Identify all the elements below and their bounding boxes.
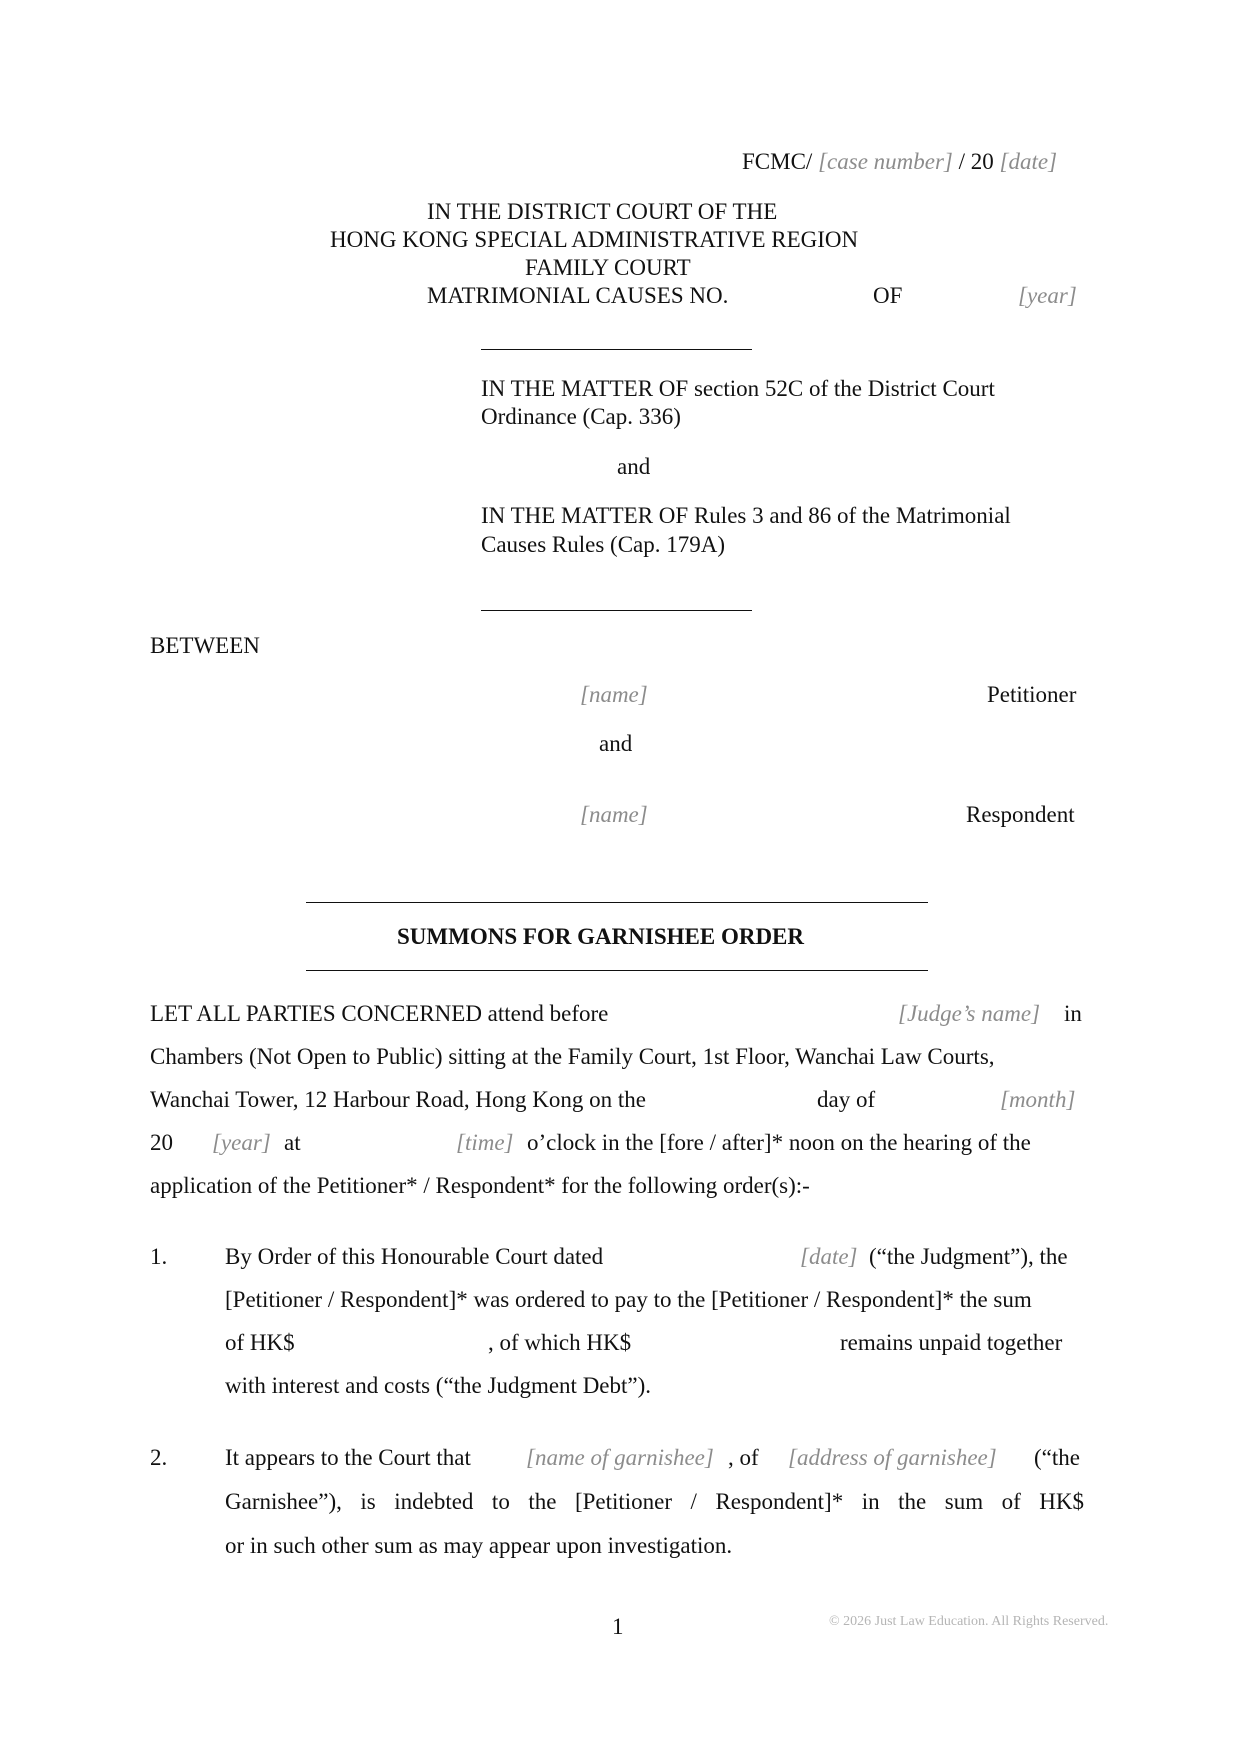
item-2-line-3: or in such other sum as may appear upon investigation. bbox=[225, 1533, 733, 1558]
matter-2-line-2: Causes Rules (Cap. 179A) bbox=[481, 532, 726, 557]
intro-line-4-at: at bbox=[284, 1130, 301, 1155]
copyright-notice: © 2026 Just Law Education. All Rights Reserved. bbox=[829, 1614, 1109, 1629]
item-1-line-3-a: of HK$ bbox=[225, 1330, 295, 1355]
matter-1-line-2: Ordinance (Cap. 336) bbox=[481, 404, 681, 429]
court-line-3: FAMILY COURT bbox=[525, 255, 691, 280]
causes-number-label: MATRIMONIAL CAUSES NO. bbox=[427, 283, 729, 308]
title-rule-bottom bbox=[306, 970, 928, 971]
intro-line-1-in: in bbox=[1064, 1001, 1082, 1026]
item-2-line-1-a: It appears to the Court that bbox=[225, 1445, 471, 1470]
item-1-line-1-rest: (“the Judgment”), the bbox=[869, 1244, 1068, 1269]
parties-and: and bbox=[599, 731, 633, 756]
document-title: SUMMONS FOR GARNISHEE ORDER bbox=[397, 924, 805, 949]
court-line-1: IN THE DISTRICT COURT OF THE bbox=[427, 199, 778, 224]
divider-top bbox=[481, 349, 752, 350]
court-line-2: HONG KONG SPECIAL ADMINISTRATIVE REGION bbox=[330, 227, 859, 252]
judge-name-placeholder: [Judge’s name] bbox=[898, 1001, 1041, 1026]
respondent-role: Respondent bbox=[966, 802, 1075, 827]
item-2-line-1-c: (“the bbox=[1034, 1445, 1080, 1470]
item-2-number: 2. bbox=[150, 1445, 168, 1470]
title-rule-top bbox=[306, 902, 928, 903]
case-prefix: FCMC/ bbox=[742, 149, 813, 174]
petitioner-role: Petitioner bbox=[987, 682, 1077, 707]
case-number-placeholder: [case number] bbox=[818, 149, 953, 174]
case-reference bbox=[742, 148, 1057, 176]
time-placeholder: [time] bbox=[456, 1130, 514, 1155]
matter-1-line-1: IN THE MATTER OF section 52C of the District Court bbox=[481, 376, 995, 401]
item-2-line-2: Garnishee”), is indebted to the [Petitioner / Respondent]* in the sum of HK$ bbox=[225, 1489, 1084, 1514]
item-2-line-1-b: , of bbox=[728, 1445, 759, 1470]
year-placeholder: [year] bbox=[212, 1130, 271, 1155]
intro-line-4-20: 20 bbox=[150, 1130, 173, 1155]
item-1-line-2: [Petitioner / Respondent]* was ordered to pay to the [Petitioner / Respondent]* the sum bbox=[225, 1287, 1032, 1312]
intro-line-1-text: LET ALL PARTIES CONCERNED attend before bbox=[150, 1001, 609, 1026]
intro-day-of: day of bbox=[817, 1087, 876, 1112]
item-1-number: 1. bbox=[150, 1244, 168, 1269]
item-1-line-1-text: By Order of this Honourable Court dated bbox=[225, 1244, 604, 1269]
item-1-line-3-c: remains unpaid together bbox=[840, 1330, 1063, 1355]
causes-year-placeholder: [year] bbox=[1018, 283, 1077, 308]
intro-line-5: application of the Petitioner* / Respondent* for the following order(s):- bbox=[150, 1173, 810, 1198]
garnishee-address-placeholder: [address of garnishee] bbox=[788, 1445, 997, 1470]
intro-line-4-rest: o’clock in the [fore / after]* noon on the hearing of the bbox=[527, 1130, 1031, 1155]
causes-of-label: OF bbox=[873, 283, 903, 308]
intro-line-3-text: Wanchai Tower, 12 Harbour Road, Hong Kong on the bbox=[150, 1087, 646, 1112]
item-1-date-placeholder: [date] bbox=[800, 1244, 858, 1269]
petitioner-name-placeholder: [name] bbox=[580, 682, 648, 707]
page-number: 1 bbox=[612, 1614, 624, 1639]
divider-middle bbox=[481, 610, 752, 611]
month-placeholder: [month] bbox=[1000, 1087, 1076, 1112]
garnishee-name-placeholder: [name of garnishee] bbox=[526, 1445, 714, 1470]
intro-line-2: Chambers (Not Open to Public) sitting at the Family Court, 1st Floor, Wanchai Law Courts, bbox=[150, 1044, 995, 1069]
respondent-name-placeholder: [name] bbox=[580, 802, 648, 827]
item-1-line-4: with interest and costs (“the Judgment Debt”). bbox=[225, 1373, 652, 1398]
matters-and: and bbox=[617, 454, 651, 479]
item-1-line-3-b: , of which HK$ bbox=[488, 1330, 632, 1355]
between-label: BETWEEN bbox=[150, 633, 260, 658]
case-year-prefix: / 20 bbox=[958, 149, 994, 174]
case-date-placeholder: [date] bbox=[999, 149, 1058, 174]
matter-2-line-1: IN THE MATTER OF Rules 3 and 86 of the Matrimonial bbox=[481, 503, 1011, 528]
